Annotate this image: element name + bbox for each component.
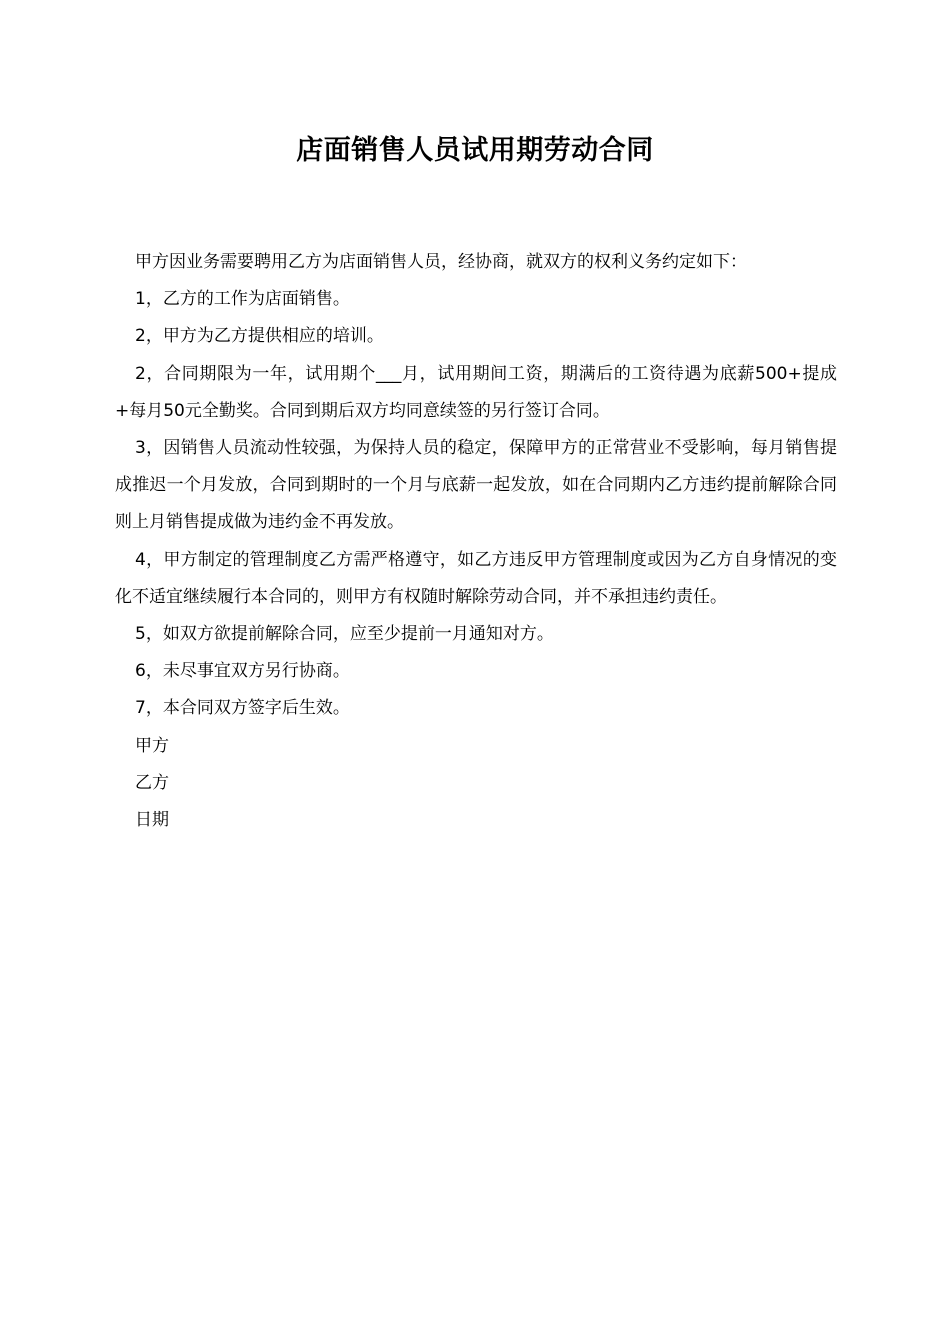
clause-2: 2，甲方为乙方提供相应的培训。: [135, 326, 384, 347]
contract-body: [115, 244, 837, 839]
document-title: 店面销售人员试用期劳动合同: [296, 135, 654, 166]
clause-7: 7，本合同双方签字后生效。: [135, 698, 350, 719]
clause-4: 4，甲方制定的管理制度乙方需严格遵守，如乙方违反甲方管理制度或因为乙方自身情况的变化不适宜继续履行本合同的，则甲方有权随时解除劳动合同，并不承担违约责任。: [115, 549, 837, 607]
clause-2-term: 2，合同期限为一年，试用期个___月，试用期间工资，期满后的工资待遇为底薪500+提成+每月50元全勤奖。合同到期后双方均同意续签的另行签订合同。: [115, 363, 837, 421]
date-label: 日期: [135, 810, 169, 831]
clause-5: 5，如双方欲提前解除合同，应至少提前一月通知对方。: [135, 624, 554, 645]
clause-3: 3，因销售人员流动性较强，为保持人员的稳定，保障甲方的正常营业不受影响，每月销售提成推迟一个月发放，合同到期时的一个月与底薪一起发放，如在合同期内乙方违约提前解除合同则上月销售提成做为违约金不再发放。: [115, 438, 837, 533]
party-a-signature-label: 甲方: [135, 735, 169, 756]
clause-1: 1，乙方的工作为店面销售。: [135, 289, 350, 310]
party-b-signature-label: 乙方: [135, 772, 169, 793]
intro-paragraph: 甲方因业务需要聘用乙方为店面销售人员，经协商，就双方的权利义务约定如下：: [135, 252, 747, 272]
clause-6: 6，未尽事宜双方另行协商。: [135, 661, 350, 682]
